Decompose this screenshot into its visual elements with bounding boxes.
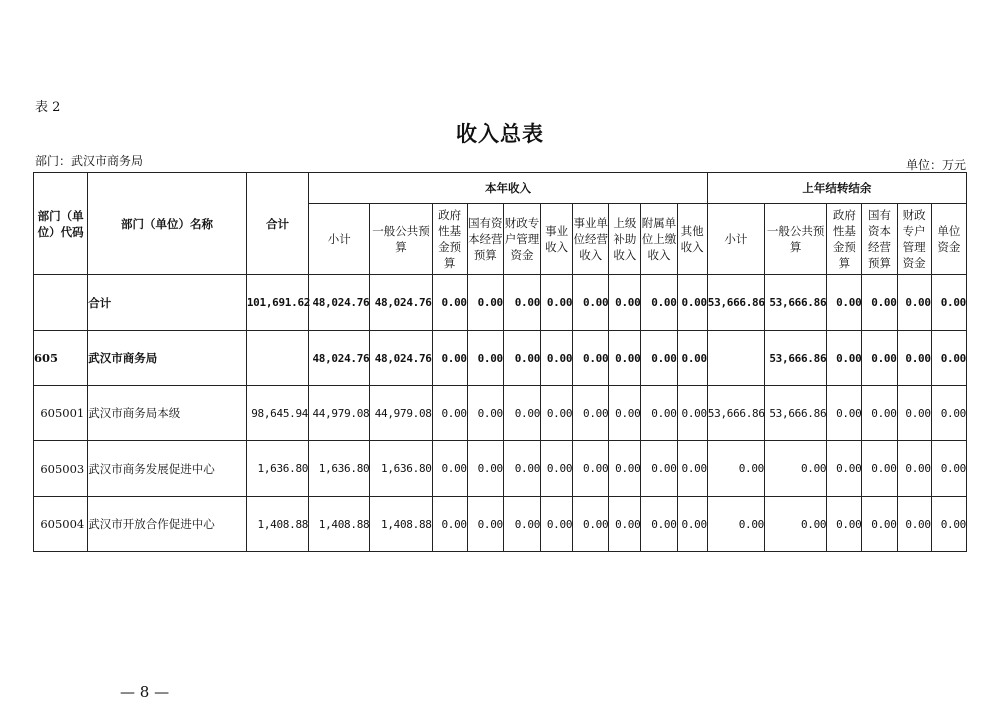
- header-current-col: 小计: [309, 204, 370, 275]
- cell-previous: 0.00: [827, 386, 862, 441]
- cell-current: 0.00: [609, 331, 641, 386]
- cell-current: 48,024.76: [370, 275, 432, 331]
- cell-previous: 0.00: [827, 331, 862, 386]
- cell-current: 1,408.88: [370, 497, 432, 552]
- cell-current: 0.00: [467, 386, 503, 441]
- cell-code: 605: [34, 331, 88, 386]
- cell-current: 0.00: [573, 275, 609, 331]
- cell-current: 0.00: [677, 497, 707, 552]
- cell-current: 0.00: [609, 386, 641, 441]
- cell-current: 44,979.08: [309, 386, 370, 441]
- cell-total: 1,408.88: [246, 497, 308, 552]
- cell-previous: 0.00: [897, 497, 931, 552]
- header-previous-year: 上年结转结余: [707, 173, 966, 204]
- cell-previous: 53,666.86: [707, 386, 764, 441]
- cell-previous: 0.00: [931, 275, 966, 331]
- table-label: 表 2: [35, 100, 61, 115]
- cell-code: 605003: [34, 441, 88, 497]
- cell-current: 48,024.76: [309, 275, 370, 331]
- cell-previous: 0.00: [897, 275, 931, 331]
- cell-current: 0.00: [677, 331, 707, 386]
- cell-name: 武汉市商务局: [88, 331, 247, 386]
- cell-previous: 0.00: [827, 275, 862, 331]
- cell-name: 武汉市商务局本级: [88, 386, 247, 441]
- cell-previous: 53,666.86: [765, 386, 827, 441]
- cell-current: 0.00: [432, 275, 467, 331]
- cell-current: 0.00: [541, 275, 573, 331]
- cell-total: 1,636.80: [246, 441, 308, 497]
- cell-current: 48,024.76: [309, 331, 370, 386]
- page-number: — 8 —: [120, 683, 170, 701]
- cell-current: 0.00: [573, 331, 609, 386]
- cell-current: 44,979.08: [370, 386, 432, 441]
- header-current-col: 国有资本经营预算: [467, 204, 503, 275]
- cell-current: 0.00: [541, 441, 573, 497]
- cell-current: 0.00: [677, 386, 707, 441]
- cell-current: 0.00: [432, 386, 467, 441]
- table-row: [34, 275, 967, 331]
- cell-current: 48,024.76: [370, 331, 432, 386]
- cell-previous: 0.00: [931, 331, 966, 386]
- header-previous-col: 小计: [707, 204, 764, 275]
- cell-current: 1,408.88: [309, 497, 370, 552]
- table-row: [34, 441, 967, 497]
- cell-previous: 0.00: [765, 441, 827, 497]
- cell-current: 0.00: [573, 441, 609, 497]
- header-code: 部门（单位）代码: [34, 173, 88, 275]
- header-current-col: 财政专户管理资金: [503, 204, 540, 275]
- cell-current: 0.00: [503, 497, 540, 552]
- header-previous-col: 单位资金: [931, 204, 966, 275]
- cell-current: 0.00: [573, 386, 609, 441]
- header-current-col: 事业收入: [541, 204, 573, 275]
- header-current-year: 本年收入: [309, 173, 708, 204]
- cell-previous: 0.00: [765, 497, 827, 552]
- header-previous-col: 一般公共预算: [765, 204, 827, 275]
- cell-previous: 0.00: [931, 497, 966, 552]
- cell-previous: 0.00: [707, 441, 764, 497]
- cell-previous: 53,666.86: [765, 331, 827, 386]
- cell-current: 0.00: [432, 497, 467, 552]
- page-title: 收入总表: [456, 122, 544, 146]
- header-previous-col: 财政专户管理资金: [897, 204, 931, 275]
- header-current-col: 事业单位经营收入: [573, 204, 609, 275]
- cell-current: 0.00: [641, 441, 677, 497]
- header-previous-col: 政府性基金预算: [827, 204, 862, 275]
- cell-current: 0.00: [432, 331, 467, 386]
- header-current-col: 政府性基金预算: [432, 204, 467, 275]
- cell-current: 0.00: [609, 275, 641, 331]
- cell-total: 101,691.62: [246, 275, 308, 331]
- header-name: 部门（单位）名称: [88, 173, 247, 275]
- cell-current: 0.00: [641, 386, 677, 441]
- cell-current: 0.00: [609, 441, 641, 497]
- cell-current: 0.00: [641, 331, 677, 386]
- table-row: [34, 497, 967, 552]
- cell-code: 605001: [34, 386, 88, 441]
- cell-current: 0.00: [677, 441, 707, 497]
- cell-current: 0.00: [641, 275, 677, 331]
- table-row: [34, 386, 967, 441]
- cell-current: 0.00: [467, 331, 503, 386]
- cell-current: 0.00: [467, 441, 503, 497]
- cell-code: [34, 275, 88, 331]
- cell-current: 0.00: [541, 331, 573, 386]
- cell-current: 0.00: [467, 497, 503, 552]
- table-row: [34, 331, 967, 386]
- cell-name: 武汉市商务发展促进中心: [88, 441, 247, 497]
- cell-current: 1,636.80: [370, 441, 432, 497]
- cell-current: 0.00: [573, 497, 609, 552]
- header-current-col: 其他收入: [677, 204, 707, 275]
- unit-label: 单位：万元: [905, 158, 966, 172]
- cell-current: 0.00: [503, 331, 540, 386]
- header-current-col: 一般公共预算: [370, 204, 432, 275]
- cell-previous: 0.00: [897, 441, 931, 497]
- cell-current: 1,636.80: [309, 441, 370, 497]
- cell-previous: 0.00: [827, 441, 862, 497]
- cell-previous: 0.00: [827, 497, 862, 552]
- cell-current: 0.00: [677, 275, 707, 331]
- cell-current: 0.00: [541, 386, 573, 441]
- cell-total: 98,645.94: [246, 386, 308, 441]
- cell-previous: 0.00: [897, 386, 931, 441]
- cell-current: 0.00: [432, 441, 467, 497]
- cell-current: 0.00: [541, 497, 573, 552]
- cell-previous: 0.00: [707, 497, 764, 552]
- cell-current: 0.00: [503, 386, 540, 441]
- cell-previous: 0.00: [862, 386, 897, 441]
- cell-previous: 0.00: [931, 441, 966, 497]
- cell-previous: 0.00: [862, 441, 897, 497]
- header-current-col: 上级补助收入: [609, 204, 641, 275]
- cell-previous: 0.00: [862, 331, 897, 386]
- cell-current: 0.00: [467, 275, 503, 331]
- header-previous-col: 国有资本经营预算: [862, 204, 897, 275]
- cell-previous: [707, 331, 764, 386]
- cell-current: 0.00: [641, 497, 677, 552]
- cell-previous: 0.00: [862, 497, 897, 552]
- cell-current: 0.00: [503, 275, 540, 331]
- header-total: 合计: [246, 173, 308, 275]
- cell-previous: 0.00: [931, 386, 966, 441]
- cell-previous: 53,666.86: [765, 275, 827, 331]
- cell-previous: 53,666.86: [707, 275, 764, 331]
- department-label: 部门：武汉市商务局: [35, 154, 144, 168]
- cell-current: 0.00: [609, 497, 641, 552]
- cell-current: 0.00: [503, 441, 540, 497]
- income-summary-table: [33, 172, 967, 552]
- header-current-col: 附属单位上缴收入: [641, 204, 677, 275]
- cell-code: 605004: [34, 497, 88, 552]
- cell-previous: 0.00: [897, 331, 931, 386]
- cell-previous: 0.00: [862, 275, 897, 331]
- cell-name: 合计: [88, 275, 247, 331]
- cell-total: [246, 331, 308, 386]
- cell-name: 武汉市开放合作促进中心: [88, 497, 247, 552]
